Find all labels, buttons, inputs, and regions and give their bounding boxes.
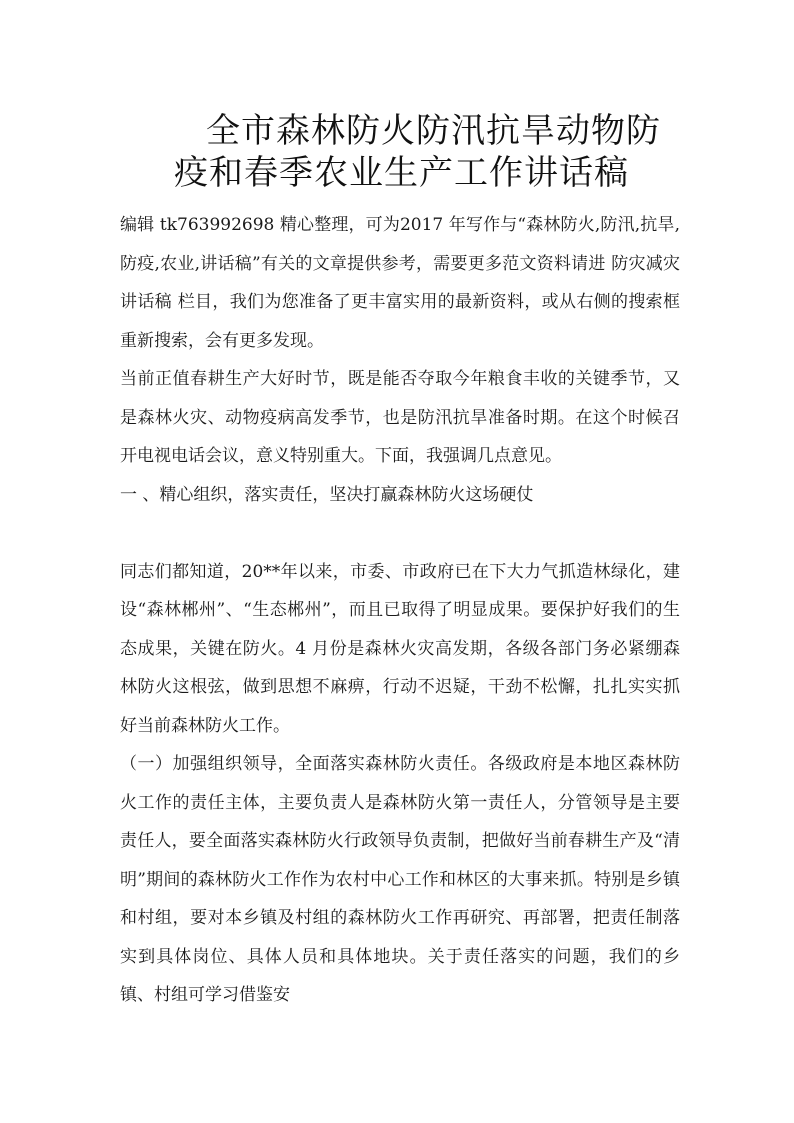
document-title-line-2: 疫和春季农业生产工作讲话稿 (174, 153, 629, 193)
blank-line (120, 514, 680, 553)
body-paragraph: （一）加强组织领导，全面落实森林防火责任。各级政府是本地区森林防火工作的责任主体，主要负责人是森林防火第一责任人，分管领导是主要责任人，要全面落实森林防火行政领导负责制，把做好当前春耕生产及“清明”期间的森林防火工作作为农村中心工作和林区的大事来抓。特别是乡镇和村组，要对本乡镇及村组的森林防火工作再研究、再部署，把责任制落实到具体岗位、具体人员和具体地块。关于责任落实的问题，我们的乡镇、村组可学习借鉴安 (120, 754, 680, 1005)
document-body (120, 206, 680, 1015)
body-paragraph: 同志们都知道，20**年以来，市委、市政府已在下大力气抓造林绿化，建设“森林郴州”、“生态郴州”，而且已取得了明显成果。要保护好我们的生态成果，关键在防火。4 月份是森林火灾高发期，各级各部门务必紧绷森林防火这根弦，做到思想不麻痹，行动不迟疑，干劲不松懈，扎扎实实抓好当前森林防火工作。 (120, 561, 680, 736)
document-title-line-1: 全市森林防火防汛抗旱动物防 (206, 111, 661, 151)
section-heading: 一 、精心组织，落实责任，坚决打赢森林防火这场硬仗 (120, 484, 534, 505)
intro-paragraph: 编辑 tk763992698 精心整理，可为2017 年写作与“森林防火,防汛,抗旱,防疫,农业,讲话稿”有关的文章提供参考，需要更多范文资料请进 防灾减灾讲话稿 栏目，我们为您准备了更丰富实用的最新资料，或从右侧的搜索框重新搜索，会有更多发现。 (120, 215, 680, 351)
body-paragraph: 当前正值春耕生产大好时节，既是能否夺取今年粮食丰收的关键季节，又是森林火灾、动物疫病高发季节，也是防汛抗旱准备时期。在这个时候召开电视电话会议，意义特别重大。下面，我强调几点意见。 (120, 369, 680, 466)
